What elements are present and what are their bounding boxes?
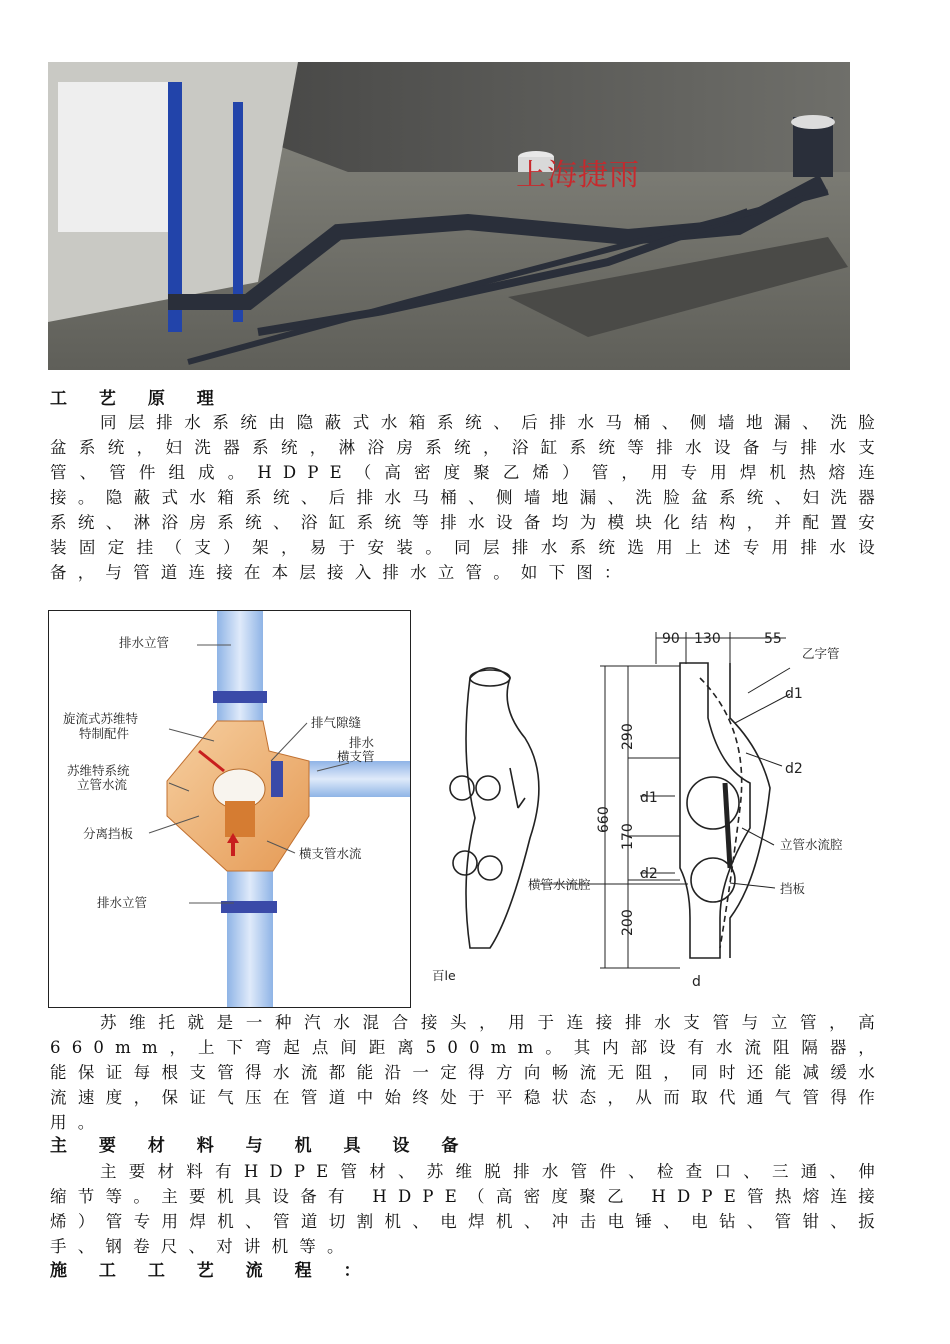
- label-z-pipe: 乙字管: [802, 646, 840, 661]
- label-swirl-2: 特制配件: [79, 726, 130, 741]
- heading-process: 施 工 工 艺 流 程 ：: [50, 1261, 374, 1281]
- label-branch-1: 排水: [349, 735, 375, 750]
- heading-principle: 工 艺 原 理: [50, 389, 227, 409]
- paragraph-principle: 同层排水系统由隐蔽式水箱系统、后排水马桶、侧墙地漏、洗脸盆系统，妇洗器系统，淋浴房系统，浴缸系统等排水设备与排水支管、管件组成。HDPE（高密度聚乙烯）管，用专用焊机热熔连接。隐蔽式水箱系统、后排水马桶、侧墙地漏、洗脸盆系统、妇洗器系统、淋浴房系统、浴缸系统等排水设备均为模块化结构，并配置安装固定挂（支）架，易于安装。同层排水系统选用上述专用排水设备，与管道连接在本层接入排水立管。如下图：: [50, 413, 886, 582]
- figure-sovent-schematic: [48, 610, 411, 1008]
- installation-photo: [48, 62, 850, 370]
- label-riser-flow-1: 苏维特系统: [67, 763, 130, 778]
- label-branch-flow: 横支管水流: [299, 846, 362, 861]
- dim-height: 660: [596, 806, 612, 833]
- figure-dimension-drawing: [430, 618, 870, 996]
- dim-h1: 290: [620, 723, 636, 750]
- label-riser-flow-2: 立管水流: [77, 777, 128, 792]
- label-d1-left: d1: [640, 790, 658, 806]
- dim-top-c: 55: [764, 631, 782, 647]
- label-branch-2: 横支管: [337, 749, 375, 764]
- label-riser-top: 排水立管: [119, 635, 170, 650]
- paragraph-sovent: 苏维托就是一种汽水混合接头，用于连接排水支管与立管，高660mm，上下弯起点间距离500mm。其内部设有水流阻隔器，能保证每根支管得水流都能沿一定得方向畅流无阻，同时还能减缓水流速度，保证气压在管道中始终处于平稳状态，从而取代通气管得作用。: [50, 1013, 886, 1132]
- label-d1-right: d1: [785, 686, 803, 702]
- dim-h3: 200: [620, 909, 636, 936]
- label-baffle: 分离挡板: [83, 826, 134, 841]
- paragraph-materials: 主要材料有HDPE管材、苏维脱排水管件、检查口、三通、伸缩节等。主要机具设备有 HDPE（高密度聚乙 HDPE管热熔连接烯）管专用焊机、管道切割机、电焊机、冲击电锤、电钻、管钳、扳手、钢卷尺、对讲机等。: [50, 1162, 886, 1256]
- label-riser-bottom: 排水立管: [97, 895, 148, 910]
- label-d2-left: d2: [640, 866, 658, 882]
- heading-materials: 主 要 材 料 与 机 具 设 备: [50, 1136, 472, 1156]
- label-baffle-right: 挡板: [780, 881, 806, 896]
- label-riser-cavity: 立管水流腔: [780, 837, 843, 852]
- label-vent-gap: 排气隙缝: [311, 715, 362, 730]
- label-swirl-1: 旋流式苏维特: [63, 711, 139, 726]
- label-branch-cavity: 横管水流腔: [528, 877, 591, 892]
- photo-graphic: [48, 62, 850, 370]
- label-d2-right: d2: [785, 761, 803, 777]
- watermark: 上海捷雨: [516, 158, 640, 193]
- corner-mark: 百le: [432, 968, 456, 983]
- dim-top-a: 90: [662, 631, 680, 647]
- dim-top-b: 130: [694, 631, 721, 647]
- dim-h2: 170: [620, 823, 636, 850]
- label-d: d: [692, 974, 701, 990]
